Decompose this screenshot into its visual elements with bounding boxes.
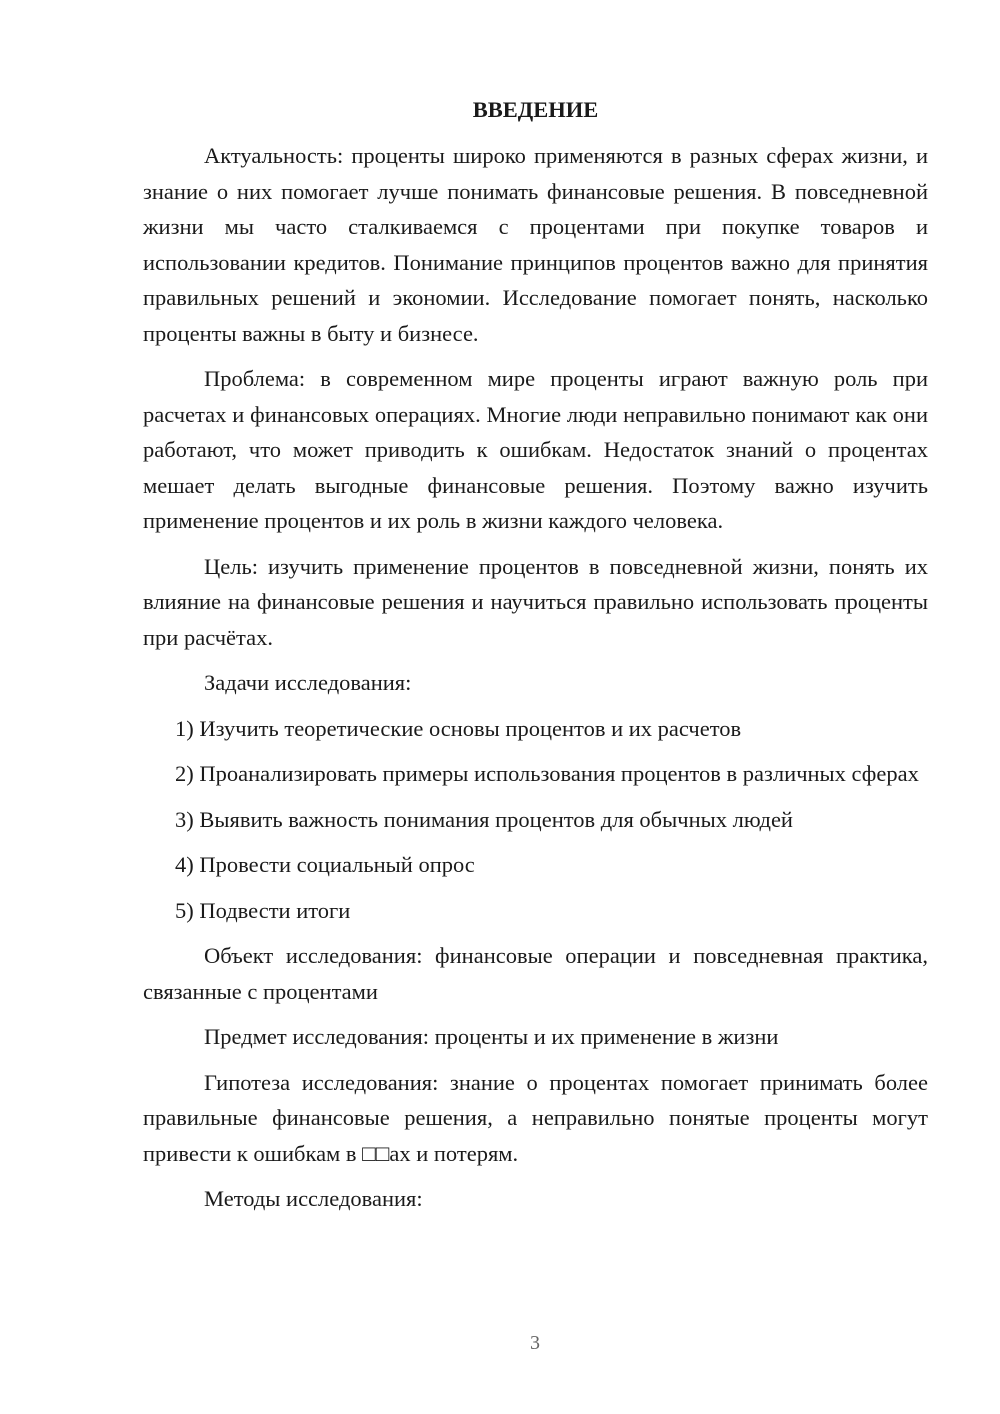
document-page — [143, 95, 928, 1227]
hypothesis-paragraph: Гипотеза исследования: знание о процентах помогает принимать более правильные финансовые решения, а неправильно понятые проценты могут привести к ошибкам в □□ах и потерям. — [143, 1069, 928, 1166]
task-item-1: 1) Изучить теоретические основы процентов и их расчетов — [175, 715, 742, 741]
task-item-3: 3) Выявить важность понимания процентов для обычных людей — [175, 806, 793, 832]
relevance-paragraph: Актуальность: проценты широко применяются в разных сферах жизни, и знание о них помогает лучше понимать финансовые решения. В повседневной жизни мы часто сталкиваемся с процентами при покупке товаров и использовании кредитов. Понимание принципов процентов важно для принятия правильных решений и экономии. Исследование помогает понять, насколько проценты важны в быту и бизнесе. — [143, 143, 928, 346]
tasks-heading: Задачи исследования: — [204, 670, 412, 695]
subject-paragraph: Предмет исследования: проценты и их применение в жизни — [204, 1024, 779, 1049]
task-item-5: 5) Подвести итоги — [175, 897, 351, 923]
object-paragraph: Объект исследования: финансовые операции и повседневная практика, связанные с процентами — [143, 943, 928, 1004]
problem-paragraph: Проблема: в современном мире проценты играют важную роль при расчетах и финансовых операциях. Многие люди неправильно понимают как они работают, что может приводить к ошибкам. Недостаток знаний о процентах мешает делать выгодные финансовые решения. Поэтому важно изучить применение процентов и их роль в жизни каждого человека. — [143, 366, 928, 533]
page-number: 3 — [530, 1332, 540, 1354]
section-title: ВВЕДЕНИЕ — [472, 97, 599, 122]
task-item-2: 2) Проанализировать примеры использования процентов в различных сферах — [175, 761, 919, 786]
goal-paragraph: Цель: изучить применение процентов в повседневной жизни, понять их влияние на финансовые решения и научиться правильно использовать проценты при расчётах. — [143, 553, 928, 650]
task-item-4: 4) Провести социальный опрос — [175, 852, 475, 877]
methods-heading: Методы исследования: — [204, 1186, 423, 1211]
